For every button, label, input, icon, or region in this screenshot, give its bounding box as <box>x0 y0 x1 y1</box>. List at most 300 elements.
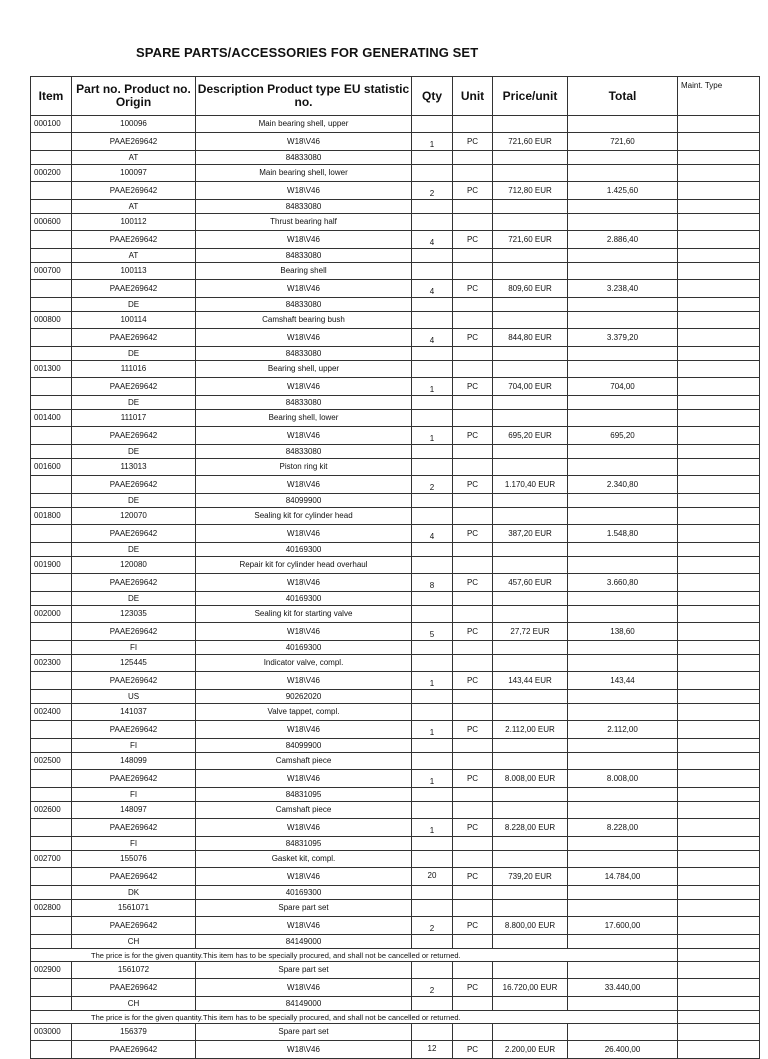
empty-cell <box>568 788 678 802</box>
table-row-origin <box>31 592 760 606</box>
empty-cell <box>453 543 493 557</box>
empty-cell <box>568 753 678 770</box>
maint-type-cell <box>678 818 760 837</box>
empty-cell <box>31 279 72 298</box>
empty-cell <box>493 165 568 182</box>
empty-cell <box>493 410 568 427</box>
header-price-unit: Price/unit <box>493 77 568 116</box>
empty-cell <box>493 788 568 802</box>
eu-statistic-cell: 84099900 <box>196 494 412 508</box>
empty-cell <box>678 851 760 868</box>
maint-type-cell <box>678 230 760 249</box>
unit-cell: PC <box>453 720 493 739</box>
description-cell: Camshaft piece <box>196 802 412 819</box>
origin-cell: DE <box>72 347 196 361</box>
empty-cell <box>493 704 568 721</box>
product-type-cell: W18\V46 <box>196 671 412 690</box>
empty-cell <box>568 655 678 672</box>
quantity-cell: 4 <box>412 524 453 543</box>
maint-type-cell <box>678 426 760 445</box>
empty-cell <box>453 606 493 623</box>
empty-cell <box>678 410 760 427</box>
maint-type-cell <box>678 132 760 151</box>
total-cell: 33.440,00 <box>568 978 678 997</box>
empty-cell <box>678 802 760 819</box>
total-cell: 8.008,00 <box>568 769 678 788</box>
table-row-part <box>31 475 760 494</box>
table-header-row <box>31 77 760 116</box>
item-number-cell: 000200 <box>31 165 72 182</box>
empty-cell <box>31 978 72 997</box>
price-unit-cell: 387,20 EUR <box>493 524 568 543</box>
table-row-part <box>31 769 760 788</box>
origin-cell: FI <box>72 837 196 851</box>
origin-cell: DE <box>72 298 196 312</box>
table-row-part <box>31 978 760 997</box>
empty-cell <box>568 851 678 868</box>
maint-type-cell <box>678 328 760 347</box>
quantity-cell: 2 <box>412 916 453 935</box>
eu-statistic-cell: 84833080 <box>196 445 412 459</box>
description-cell: Camshaft bearing bush <box>196 312 412 329</box>
empty-cell <box>568 508 678 525</box>
item-number-cell: 001800 <box>31 508 72 525</box>
empty-cell <box>453 361 493 378</box>
empty-cell <box>453 508 493 525</box>
empty-cell <box>678 935 760 949</box>
header-qty: Qty <box>412 77 453 116</box>
part-number-cell: PAAE269642 <box>72 426 196 445</box>
origin-cell: AT <box>72 249 196 263</box>
empty-cell <box>412 508 453 525</box>
table-row-item <box>31 116 760 133</box>
empty-cell <box>412 851 453 868</box>
price-unit-cell: 721,60 EUR <box>493 230 568 249</box>
part-number-cell: PAAE269642 <box>72 230 196 249</box>
table-row-origin <box>31 641 760 655</box>
table-body <box>31 116 760 1059</box>
empty-cell <box>678 690 760 704</box>
description-cell: Bearing shell, lower <box>196 410 412 427</box>
empty-cell <box>453 935 493 949</box>
table-row-origin <box>31 445 760 459</box>
eu-statistic-cell: 84833080 <box>196 151 412 165</box>
empty-cell <box>31 867 72 886</box>
empty-cell <box>453 851 493 868</box>
empty-cell <box>31 132 72 151</box>
empty-cell <box>568 347 678 361</box>
quantity-cell: 4 <box>412 328 453 347</box>
eu-statistic-cell: 90262020 <box>196 690 412 704</box>
eu-statistic-cell: 84831095 <box>196 788 412 802</box>
total-cell: 138,60 <box>568 622 678 641</box>
part-number-cell: PAAE269642 <box>72 671 196 690</box>
empty-cell <box>31 690 72 704</box>
eu-statistic-cell: 84833080 <box>196 200 412 214</box>
empty-cell <box>678 949 760 962</box>
empty-cell <box>493 312 568 329</box>
description-cell: Spare part set <box>196 1024 412 1041</box>
total-cell: 3.379,20 <box>568 328 678 347</box>
item-number-cell: 002000 <box>31 606 72 623</box>
quantity-cell: 8 <box>412 573 453 592</box>
origin-cell: US <box>72 690 196 704</box>
quantity-cell: 1 <box>412 818 453 837</box>
quantity-cell: 1 <box>412 671 453 690</box>
origin-cell: FI <box>72 739 196 753</box>
price-unit-cell: 809,60 EUR <box>493 279 568 298</box>
origin-cell: FI <box>72 788 196 802</box>
item-number-cell: 001600 <box>31 459 72 476</box>
table-row-part <box>31 377 760 396</box>
empty-cell <box>412 263 453 280</box>
empty-cell <box>412 116 453 133</box>
table-row-origin <box>31 151 760 165</box>
empty-cell <box>568 543 678 557</box>
empty-cell <box>678 641 760 655</box>
empty-cell <box>493 935 568 949</box>
empty-cell <box>412 410 453 427</box>
empty-cell <box>31 377 72 396</box>
empty-cell <box>412 997 453 1011</box>
empty-cell <box>678 494 760 508</box>
table-row-origin <box>31 997 760 1011</box>
empty-cell <box>678 165 760 182</box>
part-number-cell: PAAE269642 <box>72 279 196 298</box>
empty-cell <box>453 592 493 606</box>
table-row-origin <box>31 494 760 508</box>
empty-cell <box>412 606 453 623</box>
eu-statistic-cell: 40169300 <box>196 886 412 900</box>
table-row-part <box>31 132 760 151</box>
empty-cell <box>31 200 72 214</box>
empty-cell <box>453 997 493 1011</box>
empty-cell <box>31 916 72 935</box>
empty-cell <box>678 543 760 557</box>
empty-cell <box>493 753 568 770</box>
eu-statistic-cell: 40169300 <box>196 543 412 557</box>
maint-type-cell <box>678 769 760 788</box>
price-unit-cell: 2.200,00 EUR <box>493 1040 568 1059</box>
table-row-origin <box>31 690 760 704</box>
empty-cell <box>568 312 678 329</box>
unit-cell: PC <box>453 671 493 690</box>
product-type-cell: W18\V46 <box>196 328 412 347</box>
empty-cell <box>453 459 493 476</box>
table-row-origin <box>31 347 760 361</box>
table-row-origin <box>31 200 760 214</box>
part-number-cell: PAAE269642 <box>72 132 196 151</box>
empty-cell <box>678 557 760 574</box>
table-row-part <box>31 524 760 543</box>
description-cell: Indicator valve, compl. <box>196 655 412 672</box>
item-number-cell: 000600 <box>31 214 72 231</box>
empty-cell <box>412 704 453 721</box>
item-number-cell: 002900 <box>31 962 72 979</box>
unit-cell: PC <box>453 573 493 592</box>
empty-cell <box>493 997 568 1011</box>
eu-statistic-cell: 40169300 <box>196 592 412 606</box>
empty-cell <box>493 606 568 623</box>
empty-cell <box>568 592 678 606</box>
table-row-part <box>31 867 760 886</box>
empty-cell <box>412 312 453 329</box>
origin-cell: DK <box>72 886 196 900</box>
empty-cell <box>453 298 493 312</box>
maint-type-cell <box>678 573 760 592</box>
empty-cell <box>412 200 453 214</box>
empty-cell <box>412 494 453 508</box>
empty-cell <box>568 837 678 851</box>
item-number-cell: 000700 <box>31 263 72 280</box>
empty-cell <box>412 753 453 770</box>
empty-cell <box>412 886 453 900</box>
empty-cell <box>412 641 453 655</box>
header-part-no: Part no. Product no. Origin <box>72 77 196 116</box>
eu-statistic-cell: 84833080 <box>196 298 412 312</box>
empty-cell <box>568 151 678 165</box>
price-unit-cell: 712,80 EUR <box>493 181 568 200</box>
empty-cell <box>453 655 493 672</box>
empty-cell <box>412 165 453 182</box>
origin-cell: FI <box>72 641 196 655</box>
empty-cell <box>453 347 493 361</box>
empty-cell <box>412 655 453 672</box>
empty-cell <box>678 655 760 672</box>
description-cell: Camshaft piece <box>196 753 412 770</box>
product-number-cell: 100096 <box>72 116 196 133</box>
part-number-cell: PAAE269642 <box>72 475 196 494</box>
total-cell: 2.112,00 <box>568 720 678 739</box>
empty-cell <box>412 690 453 704</box>
empty-cell <box>453 263 493 280</box>
empty-cell <box>412 739 453 753</box>
empty-cell <box>493 249 568 263</box>
empty-cell <box>453 165 493 182</box>
quantity-cell: 1 <box>412 426 453 445</box>
table-row-origin <box>31 249 760 263</box>
empty-cell <box>493 361 568 378</box>
header-item: Item <box>31 77 72 116</box>
empty-cell <box>568 962 678 979</box>
header-maint-type: Maint. Type <box>678 77 760 116</box>
table-row-item <box>31 361 760 378</box>
empty-cell <box>31 788 72 802</box>
empty-cell <box>493 655 568 672</box>
empty-cell <box>453 900 493 917</box>
table-row-item <box>31 165 760 182</box>
empty-cell <box>493 837 568 851</box>
price-unit-cell: 8.800,00 EUR <box>493 916 568 935</box>
table-row-item <box>31 459 760 476</box>
maint-type-cell <box>678 671 760 690</box>
unit-cell: PC <box>453 181 493 200</box>
quantity-cell: 4 <box>412 230 453 249</box>
part-number-cell: PAAE269642 <box>72 181 196 200</box>
table-row-part <box>31 818 760 837</box>
product-type-cell: W18\V46 <box>196 818 412 837</box>
empty-cell <box>678 200 760 214</box>
total-cell: 704,00 <box>568 377 678 396</box>
empty-cell <box>678 962 760 979</box>
empty-cell <box>453 886 493 900</box>
product-type-cell: W18\V46 <box>196 769 412 788</box>
empty-cell <box>678 1011 760 1024</box>
empty-cell <box>31 494 72 508</box>
empty-cell <box>453 962 493 979</box>
unit-cell: PC <box>453 328 493 347</box>
description-cell: Repair kit for cylinder head overhaul <box>196 557 412 574</box>
empty-cell <box>453 1024 493 1041</box>
table-row-origin <box>31 739 760 753</box>
empty-cell <box>31 997 72 1011</box>
header-description: Description Product type EU statistic no. <box>196 77 412 116</box>
quantity-cell: 1 <box>412 377 453 396</box>
price-unit-cell: 457,60 EUR <box>493 573 568 592</box>
table-row-part <box>31 328 760 347</box>
empty-cell <box>453 445 493 459</box>
procurement-note: The price is for the given quantity.This item has to be specially procured, and shall not be cancelled or returned. <box>31 1011 678 1024</box>
empty-cell <box>493 962 568 979</box>
origin-cell: DE <box>72 494 196 508</box>
empty-cell <box>568 802 678 819</box>
empty-cell <box>31 347 72 361</box>
unit-cell: PC <box>453 978 493 997</box>
maint-type-cell <box>678 524 760 543</box>
table-row-part <box>31 426 760 445</box>
table-row-origin <box>31 837 760 851</box>
table-row-item <box>31 753 760 770</box>
empty-cell <box>412 788 453 802</box>
table-row-part <box>31 1040 760 1059</box>
empty-cell <box>453 739 493 753</box>
empty-cell <box>493 592 568 606</box>
table-row-part <box>31 230 760 249</box>
empty-cell <box>493 347 568 361</box>
empty-cell <box>412 361 453 378</box>
empty-cell <box>31 249 72 263</box>
empty-cell <box>453 116 493 133</box>
part-number-cell: PAAE269642 <box>72 916 196 935</box>
maint-type-cell <box>678 720 760 739</box>
empty-cell <box>453 557 493 574</box>
price-unit-cell: 8.228,00 EUR <box>493 818 568 837</box>
empty-cell <box>678 249 760 263</box>
part-number-cell: PAAE269642 <box>72 328 196 347</box>
empty-cell <box>493 494 568 508</box>
table-row-item <box>31 312 760 329</box>
product-number-cell: 120070 <box>72 508 196 525</box>
price-unit-cell: 721,60 EUR <box>493 132 568 151</box>
table-row-origin <box>31 298 760 312</box>
empty-cell <box>412 298 453 312</box>
part-number-cell: PAAE269642 <box>72 622 196 641</box>
table-row-item <box>31 606 760 623</box>
table-row-item <box>31 410 760 427</box>
maint-type-cell <box>678 867 760 886</box>
part-number-cell: PAAE269642 <box>72 769 196 788</box>
empty-cell <box>453 396 493 410</box>
item-number-cell: 002400 <box>31 704 72 721</box>
price-unit-cell: 844,80 EUR <box>493 328 568 347</box>
table-row-item <box>31 900 760 917</box>
origin-cell: DE <box>72 543 196 557</box>
price-unit-cell: 2.112,00 EUR <box>493 720 568 739</box>
empty-cell <box>678 263 760 280</box>
empty-cell <box>678 214 760 231</box>
item-number-cell: 000100 <box>31 116 72 133</box>
table-row-item <box>31 704 760 721</box>
total-cell: 14.784,00 <box>568 867 678 886</box>
empty-cell <box>493 116 568 133</box>
empty-cell <box>493 557 568 574</box>
product-type-cell: W18\V46 <box>196 524 412 543</box>
empty-cell <box>412 802 453 819</box>
empty-cell <box>568 1024 678 1041</box>
table-row-note <box>31 1011 760 1024</box>
product-type-cell: W18\V46 <box>196 426 412 445</box>
empty-cell <box>31 592 72 606</box>
product-type-cell: W18\V46 <box>196 978 412 997</box>
price-unit-cell: 8.008,00 EUR <box>493 769 568 788</box>
table-row-item <box>31 214 760 231</box>
empty-cell <box>412 445 453 459</box>
product-number-cell: 156379 <box>72 1024 196 1041</box>
maint-type-cell <box>678 916 760 935</box>
empty-cell <box>568 704 678 721</box>
empty-cell <box>568 116 678 133</box>
unit-cell: PC <box>453 1040 493 1059</box>
empty-cell <box>493 459 568 476</box>
empty-cell <box>453 837 493 851</box>
origin-cell: DE <box>72 445 196 459</box>
quantity-cell: 12 <box>412 1040 453 1059</box>
product-number-cell: 120080 <box>72 557 196 574</box>
empty-cell <box>678 151 760 165</box>
empty-cell <box>678 606 760 623</box>
item-number-cell: 001400 <box>31 410 72 427</box>
empty-cell <box>412 962 453 979</box>
total-cell: 695,20 <box>568 426 678 445</box>
unit-cell: PC <box>453 132 493 151</box>
empty-cell <box>31 396 72 410</box>
empty-cell <box>453 200 493 214</box>
empty-cell <box>568 739 678 753</box>
empty-cell <box>678 312 760 329</box>
total-cell: 3.238,40 <box>568 279 678 298</box>
empty-cell <box>453 788 493 802</box>
table-row-origin <box>31 788 760 802</box>
empty-cell <box>493 851 568 868</box>
empty-cell <box>493 298 568 312</box>
unit-cell: PC <box>453 426 493 445</box>
description-cell: Thrust bearing half <box>196 214 412 231</box>
empty-cell <box>412 347 453 361</box>
part-number-cell: PAAE269642 <box>72 978 196 997</box>
empty-cell <box>678 886 760 900</box>
eu-statistic-cell: 84833080 <box>196 347 412 361</box>
price-unit-cell: 704,00 EUR <box>493 377 568 396</box>
empty-cell <box>568 690 678 704</box>
maint-type-cell <box>678 377 760 396</box>
maint-type-cell <box>678 622 760 641</box>
quantity-cell: 2 <box>412 181 453 200</box>
empty-cell <box>493 508 568 525</box>
empty-cell <box>412 249 453 263</box>
product-number-cell: 148099 <box>72 753 196 770</box>
table-row-item <box>31 962 760 979</box>
empty-cell <box>493 214 568 231</box>
